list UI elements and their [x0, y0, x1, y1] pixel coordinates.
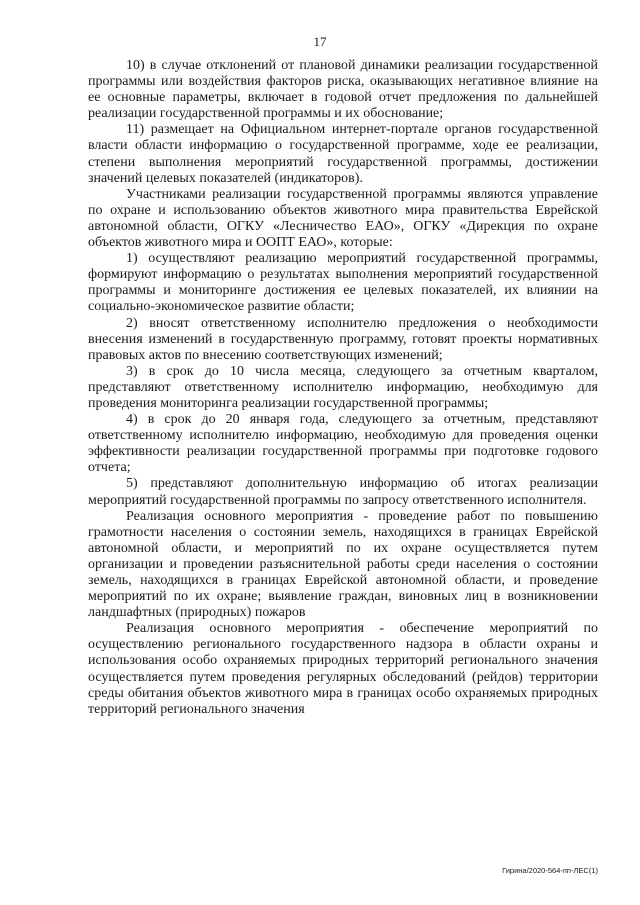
paragraph-item-1: 1) осуществляют реализацию мероприятий государственной программы, формируют информацию о результатах выполнения мероприятий государственной программы и мониторинге достижения ее целевых показателей, их влиянии на социально-экономическое развитие области;	[88, 251, 598, 315]
paragraph-item-4: 4) в срок до 20 января года, следующего за отчетным, представляют ответственному исполнителю информацию, необходимую для проведения оценки эффективности реализации государственной программы при подготовке годового отчета;	[88, 412, 598, 476]
paragraph-item-5: 5) представляют дополнительную информацию об итогах реализации мероприятий государственной программы по запросу ответственного исполнителя.	[88, 476, 598, 508]
paragraph-item-11: 11) размещает на Официальном интернет-портале органов государственной власти области информацию о государственной программе, ходе ее реализации, степени выполнения мероприятий государственной программы, достижении значений целевых показателей (индикаторов).	[88, 122, 598, 186]
paragraph-main-activity-supervision: Реализация основного мероприятия - обеспечение мероприятий по осуществлению регионального государственного надзора в области охраны и использования особо охраняемых природных территорий регионального значения осуществляется путем проведения регулярных обследований (рейдов) территории среды обитания объектов животного мира в границах особо охраняемых природных территорий регионального значения	[88, 621, 598, 717]
paragraph-item-3: 3) в срок до 10 числа месяца, следующего за отчетным кварталом, представляют ответственному исполнителю информацию, необходимую для проведения мониторинга реализации государственной программы;	[88, 363, 598, 411]
paragraph-main-activity-land: Реализация основного мероприятия - проведение работ по повышению грамотности населения о состоянии земель, находящихся в границах Еврейской автономной области, и мероприятий по их охране осуществляется путем организации и проведении разъяснительной работы среди населения о состоянии земель, находящихся в границах Еврейской автономной области, и проведение мероприятий по их охране; выявление граждан, виновных лиц в возникновении ландшафтных (природных) пожаров	[88, 508, 598, 621]
paragraph-participants: Участниками реализации государственной программы являются управление по охране и использованию объектов животного мира правительства Еврейской автономной области, ОГКУ «Лесничество ЕАО», ОГКУ «Дирекция по охране объектов животного мира и ООПТ ЕАО», которые:	[88, 186, 598, 251]
paragraph-item-2: 2) вносят ответственному исполнителю предложения о необходимости внесения изменений в государственную программу, готовят проекты нормативных правовых актов по внесению соответствующих изменений;	[88, 315, 598, 363]
page-number: 17	[313, 34, 327, 49]
document-body	[88, 58, 598, 718]
document-footer-code: Гирина/2020-564-пп-ЛЕС(1)	[502, 866, 598, 875]
paragraph-item-10: 10) в случае отклонений от плановой динамики реализации государственной программы или воздействия факторов риска, оказывающих негативное влияние на ее основные параметры, включает в годовой отчет предложения по дальнейшей реализации государственной программы и их обоснование;	[88, 58, 598, 122]
